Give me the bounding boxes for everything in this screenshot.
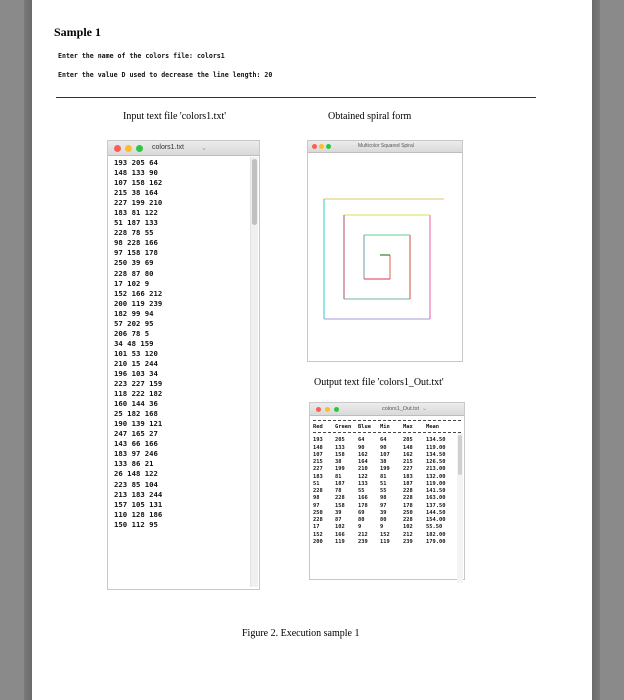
table-cell: 144.50 — [426, 509, 446, 516]
table-cell: 38 — [335, 459, 342, 465]
table-cell: 132.00 — [426, 473, 446, 480]
input-window-titlebar[interactable] — [108, 141, 259, 156]
table-cell: 178 — [358, 502, 368, 509]
table-cell: 119.00 — [426, 444, 446, 451]
input-line: 152 166 212 — [114, 288, 163, 298]
table-cell: 126.50 — [426, 459, 446, 465]
table-cell: 39 — [335, 509, 342, 516]
close-window-icon[interactable] — [316, 407, 321, 412]
table-cell: 239 — [358, 538, 368, 545]
table-cell: 183 — [403, 473, 413, 480]
input-line: 193 205 64 — [114, 158, 158, 167]
caption-spiral: Obtained spiral form — [328, 111, 412, 122]
table-row — [313, 495, 461, 502]
table-cell: 87 — [335, 517, 342, 523]
input-line: 183 81 122 — [114, 208, 158, 218]
table-rows — [313, 437, 461, 546]
prompt-line-decrease-value: Enter the value D used to decrease the line length: 20 — [58, 71, 273, 79]
table-cell: 182.00 — [426, 531, 446, 538]
table-row — [313, 459, 461, 466]
input-scrollbar-thumb[interactable] — [252, 159, 257, 225]
input-line: 98 228 166 — [114, 238, 158, 248]
table-row — [313, 488, 461, 495]
input-line: 143 66 166 — [114, 439, 158, 449]
input-line: 157 105 131 — [114, 499, 163, 509]
caption-output-file: Output text file 'colors1_Out.txt' — [314, 377, 444, 388]
table-cell: 122 — [358, 473, 368, 480]
input-line: 110 128 186 — [114, 509, 163, 519]
spiral-window-titlebar[interactable] — [308, 141, 462, 153]
table-cell: 250 — [313, 509, 323, 516]
input-line: 57 202 95 — [114, 318, 154, 328]
table-cell: 158 — [335, 451, 345, 458]
table-cell: 166 — [358, 495, 368, 502]
table-cell: 187 — [335, 480, 345, 487]
input-window-title: colors1.txt — [152, 144, 184, 151]
table-cell: 80 — [380, 517, 387, 523]
table-cell: 119 — [335, 538, 345, 545]
table-cell: 152 — [380, 531, 390, 538]
spiral-canvas — [308, 153, 462, 361]
output-scrollbar-thumb[interactable] — [458, 435, 462, 475]
table-row — [313, 539, 461, 546]
table-cell: 80 — [358, 517, 365, 523]
table-cell: 55 — [380, 488, 387, 494]
page-shadow-left — [24, 0, 32, 700]
minimize-window-icon[interactable] — [325, 407, 330, 412]
table-cell: 55 — [358, 488, 365, 494]
table-cell: 250 — [403, 509, 413, 516]
table-cell: 178 — [403, 502, 413, 509]
table-cell: 90 — [380, 444, 387, 451]
output-table[interactable] — [310, 416, 464, 548]
table-cell: 64 — [358, 437, 365, 444]
input-line: 223 85 104 — [114, 479, 158, 489]
input-line: 160 144 36 — [114, 399, 158, 409]
table-cell: 227 — [403, 466, 413, 473]
table-header-row — [313, 424, 461, 431]
output-window-titlebar[interactable] — [310, 403, 464, 416]
header-red: Red — [313, 424, 323, 430]
table-cell: 152 — [313, 531, 323, 538]
table-cell: 137.50 — [426, 502, 446, 509]
table-cell: 148 — [313, 444, 323, 451]
input-line: 133 86 21 — [114, 459, 154, 469]
table-row — [313, 503, 461, 510]
prompt-line-colors-file: Enter the name of the colors file: colors1 — [58, 52, 225, 60]
table-cell: 141.50 — [426, 488, 446, 494]
input-line: 107 158 162 — [114, 178, 163, 188]
table-cell: 64 — [380, 437, 387, 444]
table-cell: 200 — [313, 538, 323, 545]
table-cell: 133 — [335, 444, 345, 451]
table-cell: 107 — [380, 451, 390, 458]
input-line: 101 53 120 — [114, 348, 158, 358]
table-row — [313, 481, 461, 488]
input-line: 97 158 178 — [114, 248, 158, 258]
table-cell: 81 — [335, 473, 342, 480]
table-row — [313, 466, 461, 473]
input-line: 247 165 27 — [114, 429, 158, 439]
output-window-title: colors1_Out.txt — [382, 406, 419, 412]
table-cell: 78 — [335, 488, 342, 494]
figure-caption: Figure 2. Execution sample 1 — [242, 628, 360, 639]
input-line: 210 15 244 — [114, 358, 158, 368]
table-cell: 148 — [403, 444, 413, 451]
minimize-window-icon[interactable] — [125, 145, 132, 152]
zoom-window-icon[interactable] — [334, 407, 339, 412]
table-row — [313, 517, 461, 524]
table-cell: 227 — [313, 466, 323, 473]
input-line: 227 199 210 — [114, 198, 163, 208]
table-cell: 228 — [335, 495, 345, 502]
input-line: 250 39 69 — [114, 258, 154, 268]
input-line: 213 183 244 — [114, 489, 163, 499]
minimize-window-icon[interactable] — [319, 144, 324, 149]
input-line: 25 182 168 — [114, 409, 158, 419]
table-cell: 239 — [403, 538, 413, 545]
table-cell: 163.00 — [426, 495, 446, 502]
header-min: Min — [380, 424, 390, 430]
table-divider-header — [313, 432, 461, 435]
table-cell: 199 — [335, 466, 345, 473]
output-scrollbar[interactable] — [457, 433, 463, 583]
table-cell: 119 — [380, 538, 390, 545]
table-cell: 98 — [380, 495, 387, 502]
table-cell: 51 — [380, 480, 387, 487]
table-cell: 179.00 — [426, 538, 446, 545]
table-cell: 215 — [313, 459, 323, 465]
input-line: 200 119 239 — [114, 298, 163, 308]
table-cell: 212 — [403, 531, 413, 538]
table-cell: 81 — [380, 473, 387, 480]
input-line: 17 102 9 — [114, 278, 150, 288]
sample-title: Sample 1 — [54, 25, 102, 39]
table-row — [313, 532, 461, 539]
input-scrollbar[interactable] — [250, 157, 258, 587]
table-cell: 212 — [358, 531, 368, 538]
spiral-window-title: Multicolor Squared Spiral — [358, 143, 414, 149]
table-cell: 102 — [403, 524, 413, 531]
table-cell: 133 — [358, 480, 368, 487]
header-max: Max — [403, 424, 413, 430]
input-line: 223 227 159 — [114, 379, 163, 389]
table-cell: 183 — [313, 473, 323, 480]
table-cell: 228 — [403, 495, 413, 502]
input-line: 190 139 121 — [114, 419, 163, 429]
table-cell: 228 — [313, 517, 323, 523]
page-shadow-right — [592, 0, 600, 700]
table-cell: 134.50 — [426, 451, 446, 458]
input-line: 183 97 246 — [114, 449, 158, 459]
table-cell: 17 — [313, 524, 320, 531]
table-cell: 97 — [313, 502, 320, 509]
table-cell: 164 — [358, 459, 368, 465]
zoom-window-icon[interactable] — [326, 144, 331, 149]
close-window-icon[interactable] — [312, 144, 317, 149]
spiral-window — [307, 140, 463, 362]
zoom-window-icon[interactable] — [136, 145, 143, 152]
input-line: 206 78 5 — [114, 328, 150, 338]
input-line: 196 103 34 — [114, 368, 158, 378]
table-cell: 205 — [335, 437, 345, 444]
table-cell: 162 — [358, 451, 368, 458]
input-file-window — [107, 140, 260, 590]
table-row — [313, 445, 461, 452]
horizontal-rule — [56, 97, 536, 98]
table-cell: 102 — [335, 524, 345, 531]
table-cell: 97 — [380, 502, 387, 509]
table-cell: 193 — [313, 437, 323, 444]
input-line: 34 48 159 — [114, 338, 154, 348]
input-line: 215 38 164 — [114, 188, 158, 198]
chevron-down-icon[interactable]: ⌄ — [422, 406, 428, 412]
table-row — [313, 510, 461, 517]
table-cell: 213.00 — [426, 466, 446, 473]
table-cell: 199 — [380, 466, 390, 473]
table-cell: 9 — [380, 524, 384, 531]
table-cell: 55.50 — [426, 524, 443, 531]
input-line: 118 222 182 — [114, 389, 163, 399]
header-green: Green — [335, 424, 352, 430]
input-color-list[interactable] — [108, 156, 259, 530]
table-row — [313, 524, 461, 531]
table-cell: 107 — [313, 451, 323, 458]
table-cell: 166 — [335, 531, 345, 538]
input-line: 148 133 90 — [114, 168, 158, 178]
table-cell: 38 — [380, 459, 387, 465]
input-line: 182 99 94 — [114, 308, 154, 318]
chevron-down-icon[interactable]: ⌄ — [201, 145, 207, 152]
table-cell: 228 — [403, 488, 413, 494]
table-divider-top — [313, 420, 461, 423]
input-line: 51 187 133 — [114, 218, 158, 228]
table-cell: 228 — [403, 517, 413, 523]
header-blue: Blue — [358, 424, 371, 430]
table-cell: 119.00 — [426, 480, 446, 487]
table-cell: 98 — [313, 495, 320, 502]
close-window-icon[interactable] — [114, 145, 121, 152]
input-line: 228 78 55 — [114, 228, 154, 238]
table-cell: 134.50 — [426, 437, 446, 444]
table-cell: 228 — [313, 488, 323, 494]
header-mean: Mean — [426, 424, 439, 430]
table-cell: 187 — [403, 480, 413, 487]
table-row — [313, 437, 461, 444]
input-line: 228 87 80 — [114, 268, 154, 278]
table-cell: 205 — [403, 437, 413, 444]
table-cell: 154.00 — [426, 517, 446, 523]
table-row — [313, 452, 461, 459]
table-cell: 210 — [358, 466, 368, 473]
table-row — [313, 474, 461, 481]
input-line: 150 112 95 — [114, 519, 158, 529]
table-cell: 158 — [335, 502, 345, 509]
table-cell: 9 — [358, 524, 362, 531]
table-cell: 162 — [403, 451, 413, 458]
caption-input-file: Input text file 'colors1.txt' — [123, 111, 227, 122]
table-cell: 39 — [380, 509, 387, 516]
table-cell: 69 — [358, 509, 365, 516]
table-cell: 51 — [313, 480, 320, 487]
table-cell: 90 — [358, 444, 365, 451]
input-line: 26 148 122 — [114, 469, 158, 479]
table-cell: 215 — [403, 459, 413, 465]
output-file-window — [309, 402, 465, 580]
